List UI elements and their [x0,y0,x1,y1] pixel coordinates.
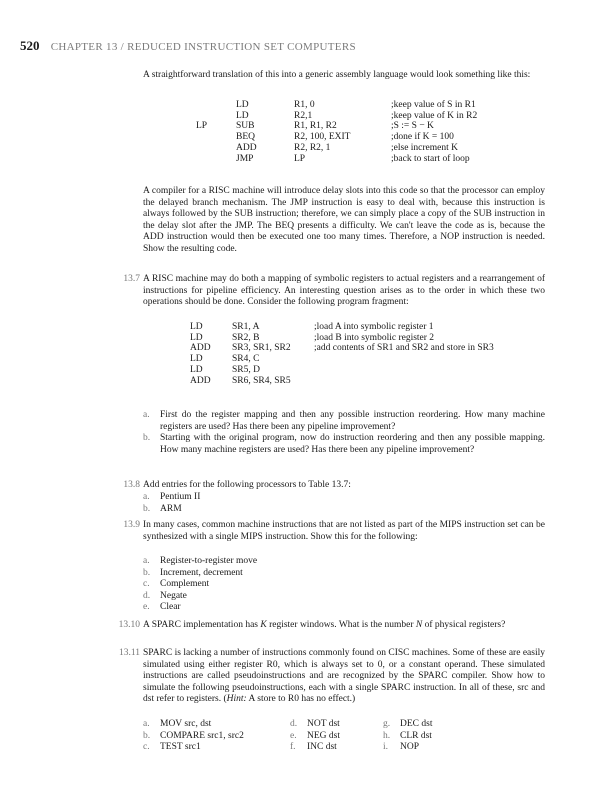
list-item [143,602,545,614]
item-letter: h. [383,730,391,741]
item-letter: c. [143,742,150,753]
list-item [143,591,545,603]
page-number: 520 [20,38,40,53]
q11-hint-label: Hint: [226,694,247,705]
item-text: First do the register mapping and then any possible instruction reordering. How many machine registers are used? Has there been any pipeline improvement? [160,410,545,432]
item-letter: a. [143,410,150,420]
code-args: SR2, B [232,332,260,343]
question-number: 13.8 [123,480,140,490]
item-text: CLR dst [400,730,432,741]
code-args: R1, 0 [294,100,315,110]
item-text: Increment, decrement [160,567,243,578]
list-item [143,410,545,433]
code-comment [314,376,494,387]
code-line [196,121,477,132]
question-13-11-text [143,648,545,706]
q10-text-after: of physical registers? [422,620,506,630]
code-args: R2,1 [294,110,313,121]
q10-k: K [260,620,267,630]
question-13-10-text [143,620,545,632]
item-text: Starting with the original program, now do instruction reordering and then any possible mapping. How many machine registers are used? Has there been any pipeline improvement? [160,433,545,455]
question-13-8-parts [143,492,545,515]
code-op: ADD [236,142,257,153]
code-label [196,111,236,122]
code-args: R1, R1, R2 [294,121,337,132]
list-item [143,731,244,743]
question-number: 13.7 [123,274,140,284]
item-letter: a. [143,556,150,566]
delay-slot-paragraph: A compiler for a RISC machine will introduce delay slots into this code so that the processor can employ the delayed branch mechanism. The JMP instruction is easy to deal with, because this instruction is always followed by the SUB instruction; therefore, we can simply place a copy of the SUB instruction in the delay slot after the JMP. The BEQ presents a difficulty. We can't leave the code as is, because the ADD instruction would then be executed one too many times. Therefore, a NOP instruction is needed. Show the resulting code. [143,186,545,254]
item-text: Clear [160,602,181,613]
code-args: R2, R2, 1 [294,142,331,153]
list-item [143,433,545,456]
item-letter: g. [383,719,391,729]
item-text: DEC dst [400,719,433,729]
question-number: 13.11 [118,648,140,658]
question-13-9-parts [143,556,545,614]
list-item [143,579,545,591]
item-text: Negate [160,590,187,601]
list-item [143,742,201,754]
item-text: COMPARE src1, src2 [160,730,244,741]
code-args: SR4, C [232,354,260,365]
question-13-7-text: A RISC machine may do both a mapping of symbolic registers to actual registers and a rearrangement of instructions for pipeline efficiency. An interesting question arises as to the order in which these two operations should be done. Consider the following program fragment: [143,274,545,308]
item-letter: d. [143,590,151,601]
list-item [383,719,432,731]
code-comment [314,354,494,365]
code-line [190,333,494,344]
code-block-fragment [190,322,494,386]
code-op: LD [190,364,203,375]
code-line [196,154,477,165]
code-op: ADD [190,375,211,386]
code-args: SR5, D [232,364,260,375]
code-op: LD [190,322,203,332]
code-args: SR1, A [232,322,260,332]
code-label: LP [196,121,208,132]
intro-paragraph: A straightforward translation of this into a generic assembly language would look something like this: [143,70,531,80]
item-text: Complement [160,579,210,590]
code-op: LD [190,332,203,343]
list-item [290,731,340,743]
code-op: LD [236,110,249,121]
code-line [196,100,477,111]
page-header [20,38,356,54]
item-text: NOP [400,742,420,753]
item-letter: b. [143,433,151,444]
code-args: LP [294,153,306,164]
code-label [196,143,236,154]
code-op: JMP [236,153,254,164]
question-13-8-text: Add entries for the following processors to Table 13.7: [143,480,351,490]
code-line [190,322,494,333]
item-text: NEG dst [307,730,340,741]
code-args: R2, 100, EXIT [294,132,351,143]
code-op: SUB [236,121,255,132]
q10-text-mid: register windows. What is the number [266,620,416,630]
list-item [290,719,340,731]
code-label [196,100,236,111]
q10-n: N [415,620,423,630]
item-text: NOT dst [307,719,340,729]
item-letter: b. [143,503,151,514]
item-text: INC dst [307,742,337,753]
item-letter: b. [143,730,151,741]
code-comment: ;add contents of SR1 and SR2 and store in SR3 [314,343,494,354]
code-op: BEQ [236,132,255,143]
code-op: ADD [190,343,211,354]
code-comment: ;load A into symbolic register 1 [314,322,434,332]
code-comment: ;keep value of K in R2 [391,110,478,121]
code-comment: ;keep value of S in R1 [391,100,476,110]
question-13-9-text: In many cases, common machine instructions that are not listed as part of the MIPS instruction set can be synthesized with a single MIPS instruction. Show this for the following: [143,520,545,542]
list-item [290,742,337,754]
item-letter: b. [143,567,151,578]
code-comment: ;S := S − K [391,121,434,132]
list-item [143,492,545,504]
code-args: SR6, SR4, SR5 [232,375,291,386]
code-line [190,376,494,387]
list-item [143,556,545,568]
code-line [196,143,477,154]
code-line [190,365,494,376]
running-title: CHAPTER 13 / REDUCED INSTRUCTION SET COMPUTERS [50,41,356,53]
code-block-loop [196,100,477,164]
code-op: LD [236,100,249,110]
list-item [143,504,545,516]
question-number: 13.9 [123,520,140,530]
item-letter: d. [290,719,298,729]
list-item [383,731,432,743]
code-line [196,132,477,143]
item-letter: c. [143,579,150,590]
item-letter: a. [143,492,150,502]
item-text: TEST src1 [160,742,201,753]
item-text: Register-to-register move [160,556,258,566]
code-line [190,343,494,354]
list-item [143,719,211,731]
q11-text-after: A store to R0 has no effect.) [246,694,356,705]
item-letter: i. [383,742,389,753]
code-args: SR3, SR1, SR2 [232,343,291,354]
item-text: ARM [160,503,182,514]
q11-text-before: SPARC is lacking a number of instructions commonly found on CISC machines. Some of these are easily simulated using either register R0, which is always set to 0, or a constant operand. These simulated instructions are called pseudoinstructions and are recognized by the SPARC compiler. Show how to simulate the following pseudoinstructions, each with a single SPARC instruction. In all of these, src and dst refer to registers. ( [143,648,545,705]
item-text: Pentium II [160,492,201,502]
code-comment: ;else increment K [391,142,459,153]
code-label [196,132,236,143]
code-line [196,111,477,122]
code-comment: ;back to start of loop [391,153,470,164]
question-13-7-parts [143,410,545,456]
code-comment: ;done if K = 100 [391,132,454,143]
question-number: 13.10 [118,620,140,630]
code-comment [314,365,494,376]
code-comment: ;load B into symbolic register 2 [314,332,435,343]
code-label [196,154,236,165]
code-line [190,354,494,365]
item-text: MOV src, dst [160,719,212,729]
code-op: LD [190,354,203,365]
q10-text-before: A SPARC implementation has [143,620,261,630]
list-item [143,568,545,580]
item-letter: a. [143,719,150,729]
item-letter: e. [290,730,297,741]
item-letter: e. [143,602,150,613]
item-letter: f. [290,742,296,753]
list-item [383,742,419,754]
